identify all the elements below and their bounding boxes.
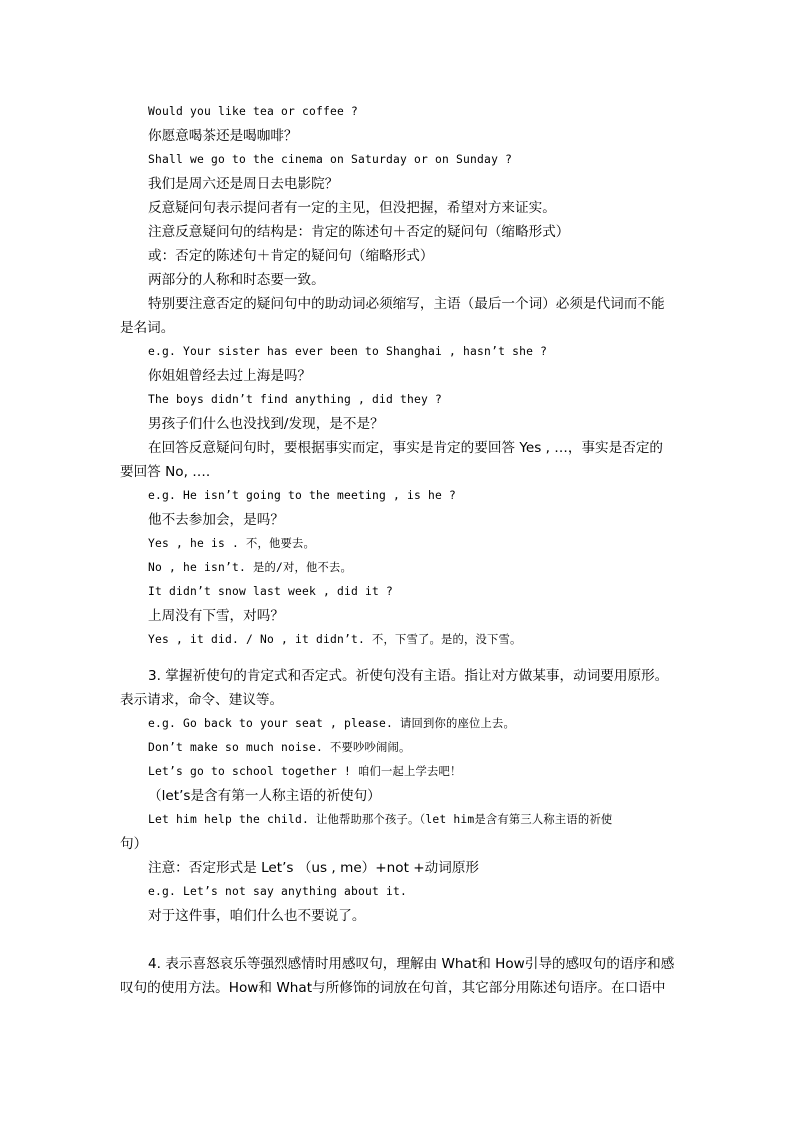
text-line: e.g. Let’s not say anything about it. bbox=[148, 885, 408, 898]
text-line: 要回答 No, …. bbox=[120, 464, 211, 480]
text-line: Shall we go to the cinema on Saturday or on Sunday ? bbox=[148, 153, 513, 166]
text-line: 你愿意喝茶还是喝咖啡？ bbox=[148, 128, 298, 144]
text-line: 两部分的人称和时态要一致。 bbox=[148, 272, 325, 288]
text-line: 4. 表示喜怒哀乐等强烈感情时用感叹句，理解由 What和 How引导的感叹句的语序和感 bbox=[148, 956, 675, 972]
text-line: 反意疑问句表示提问者有一定的主见，但没把握，希望对方来证实。 bbox=[148, 200, 556, 216]
text-line: Don’t make so much noise. 不要吵吵闹闹。 bbox=[148, 741, 411, 754]
text-line: 在回答反意疑问句时，要根据事实而定，事实是肯定的要回答 Yes , …，事实是否定的 bbox=[148, 440, 664, 456]
text-line: Yes , he is . 不，他要去。 bbox=[148, 537, 316, 550]
text-line: Let him help the child. 让他帮助那个孩子。（let him是含有第三人称主语的祈使 bbox=[148, 813, 613, 826]
text-line: Yes , it did. / No , it didn’t. 不，下雪了。是的，没下雪。 bbox=[148, 633, 522, 646]
text-line: 注意：否定形式是 Let’s （us , me）+not +动词原形 bbox=[148, 860, 480, 876]
text-line: It didn’t snow last week , did it ? bbox=[148, 585, 394, 598]
text-line: Would you like tea or coffee ? bbox=[148, 105, 359, 118]
text-line: 他不去参加会，是吗？ bbox=[148, 512, 284, 528]
text-line: （let’s是含有第一人称主语的祈使句） bbox=[148, 788, 381, 804]
text-line: Let’s go to school together ! 咱们一起上学去吧！ bbox=[148, 765, 462, 778]
text-line: 表示请求，命令、建议等。 bbox=[120, 692, 284, 708]
text-line: 句） bbox=[120, 836, 148, 852]
text-line: 上周没有下雪，对吗？ bbox=[148, 608, 284, 624]
text-line: 叹句的使用方法。How和 What与所修饰的词放在句首，其它部分用陈述句语序。在口语中 bbox=[120, 980, 666, 996]
text-line: 我们是周六还是周日去电影院？ bbox=[148, 176, 339, 192]
text-line: 对于这件事，咱们什么也不要说了。 bbox=[148, 908, 366, 924]
text-line: e.g. Your sister has ever been to Shanghai , hasn’t she ? bbox=[148, 345, 548, 358]
text-line: 你姐姐曾经去过上海是吗？ bbox=[148, 368, 312, 384]
text-line: No , he isn’t. 是的/对，他不去。 bbox=[148, 561, 352, 574]
text-line: 男孩子们什么也没找到/发现，是不是？ bbox=[148, 416, 384, 432]
text-line: 是名词。 bbox=[120, 320, 175, 336]
text-line: The boys didn’t find anything , did they ? bbox=[148, 393, 443, 406]
text-line: e.g. Go back to your seat , please. 请回到你的座位上去。 bbox=[148, 717, 516, 730]
text-line: 或：否定的陈述句＋肯定的疑问句（缩略形式） bbox=[148, 248, 434, 264]
text-line: 3. 掌握祈使句的肯定式和否定式。祈使句没有主语。指让对方做某事，动词要用原形。 bbox=[148, 668, 669, 684]
text-line: 特别要注意否定的疑问句中的助动词必须缩写，主语（最后一个词）必须是代词而不能 bbox=[148, 296, 665, 312]
text-line: 注意反意疑问句的结构是：肯定的陈述句＋否定的疑问句（缩略形式） bbox=[148, 224, 570, 240]
text-line: e.g. He isn’t going to the meeting , is he ? bbox=[148, 489, 457, 502]
